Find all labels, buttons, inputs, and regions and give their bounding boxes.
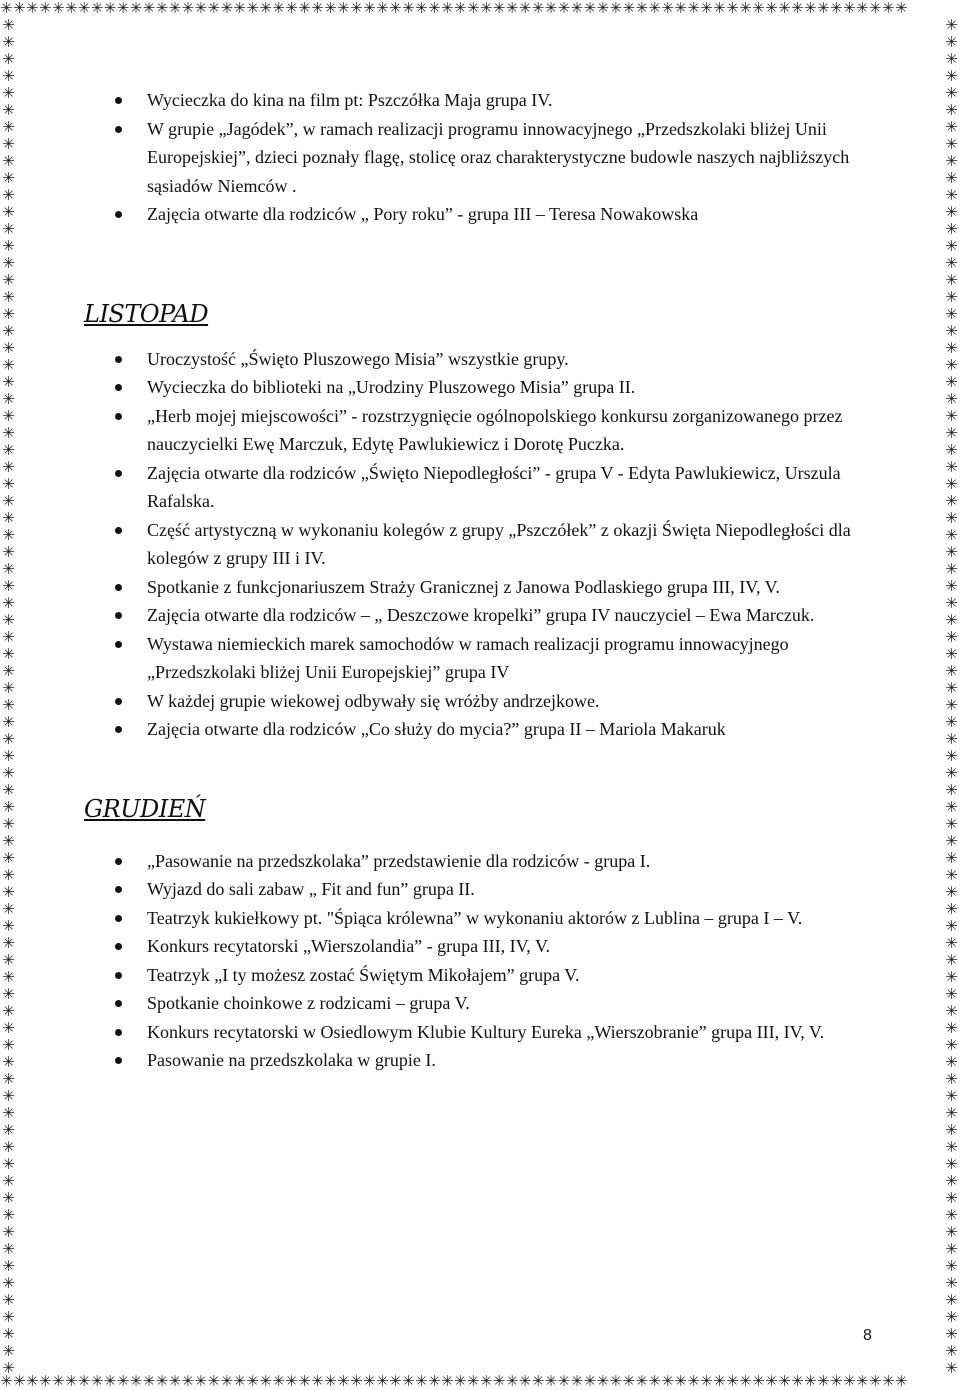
list-item: Część artystyczną w wykonaniu kolegów z grupy „Pszczółek” z okazji Święta Niepodległości dla kolegów z grupy III i IV. (84, 516, 874, 573)
list-item: Uroczystość „Święto Pluszowego Misia” wszystkie grupy. (84, 345, 874, 374)
list-item: Konkurs recytatorski w Osiedlowym Klubie Kultury Eureka „Wierszobranie” grupa III, IV, V. (84, 1018, 874, 1047)
list-item: „Pasowanie na przedszkolaka” przedstawienie dla rodziców - grupa I. (84, 847, 874, 876)
list-item: Zajęcia otwarte dla rodziców „ Pory roku” - grupa III – Teresa Nowakowska (84, 200, 874, 229)
list-item: Zajęcia otwarte dla rodziców „Co służy do mycia?” grupa II – Mariola Makaruk (84, 715, 874, 744)
list-item: W każdej grupie wiekowej odbywały się wróżby andrzejkowe. (84, 687, 874, 716)
page-number: 8 (863, 1327, 872, 1344)
list-item: Zajęcia otwarte dla rodziców „Święto Niepodległości” - grupa V - Edyta Pawlukiewicz, Urszula Rafalska. (84, 459, 874, 516)
list-item: Spotkanie choinkowe z rodzicami – grupa V. (84, 989, 874, 1018)
section-heading-november: LISTOPAD (84, 299, 209, 328)
list-item: Pasowanie na przedszkolaka w grupie I. (84, 1046, 874, 1075)
list-item: Wyjazd do sali zabaw „ Fit and fun” grupa II. (84, 875, 874, 904)
decorative-border-top: ✳✳✳✳✳✳✳✳✳✳✳✳✳✳✳✳✳✳✳✳✳✳✳✳✳✳✳✳✳✳✳✳✳✳✳✳✳✳✳✳✳✳✳✳✳✳✳✳✳✳✳✳✳✳✳✳✳✳✳✳✳✳✳✳✳✳✳✳✳✳ (0, 0, 908, 17)
list-item: Spotkanie z funkcjonariuszem Straży Granicznej z Janowa Podlaskiego grupa III, IV, V. (84, 573, 874, 602)
page-content (84, 86, 874, 1075)
list-item: Konkurs recytatorski „Wierszolandia” - grupa III, IV, V. (84, 932, 874, 961)
section-heading-december: GRUDIEŃ (84, 794, 206, 823)
list-item: Zajęcia otwarte dla rodziców – „ Deszczowe kropelki” grupa IV nauczyciel – Ewa Marczuk. (84, 601, 874, 630)
decorative-border-bottom: ✳✳✳✳✳✳✳✳✳✳✳✳✳✳✳✳✳✳✳✳✳✳✳✳✳✳✳✳✳✳✳✳✳✳✳✳✳✳✳✳✳✳✳✳✳✳✳✳✳✳✳✳✳✳✳✳✳✳✳✳✳✳✳✳✳✳✳✳✳✳ (0, 1373, 908, 1390)
december-activities-list (84, 847, 874, 1075)
november-activities-list (84, 345, 874, 744)
list-item: W grupie „Jagódek”, w ramach realizacji programu innowacyjnego „Przedszkolaki bliżej Unii Europejskiej”, dzieci poznały flagę, stolicę oraz charakterystyczne budowle naszych najbliższych sąsiadów Niemców . (84, 115, 874, 201)
list-item: Teatrzyk kukiełkowy pt. "Śpiąca królewna” w wykonaniu aktorów z Lublina – grupa I – V. (84, 904, 874, 933)
list-item: Wycieczka do kina na film pt: Pszczółka Maja grupa IV. (84, 86, 874, 115)
list-item: „Herb mojej miejscowości” - rozstrzygnięcie ogólnopolskiego konkursu zorganizowanego przez nauczycielki Ewę Marczuk, Edytę Pawlukiewicz i Dorotę Puczka. (84, 402, 874, 459)
decorative-border-left: ✳✳✳✳✳✳✳✳✳✳✳✳✳✳✳✳✳✳✳✳✳✳✳✳✳✳✳✳✳✳✳✳✳✳✳✳✳✳✳✳✳✳✳✳✳✳✳✳✳✳✳✳✳✳✳✳✳✳✳✳✳✳✳✳✳✳✳✳✳✳✳✳✳✳✳✳✳✳✳✳ (2, 17, 15, 1373)
list-item: Wystawa niemieckich marek samochodów w ramach realizacji programu innowacyjnego „Przedszkolaki bliżej Unii Europejskiej” grupa IV (84, 630, 874, 687)
decorative-border-right: ✳✳✳✳✳✳✳✳✳✳✳✳✳✳✳✳✳✳✳✳✳✳✳✳✳✳✳✳✳✳✳✳✳✳✳✳✳✳✳✳✳✳✳✳✳✳✳✳✳✳✳✳✳✳✳✳✳✳✳✳✳✳✳✳✳✳✳✳✳✳✳✳✳✳✳✳✳✳✳✳ (945, 17, 958, 1373)
list-item: Teatrzyk „I ty możesz zostać Świętym Mikołajem” grupa V. (84, 961, 874, 990)
list-item: Wycieczka do biblioteki na „Urodziny Pluszowego Misia” grupa II. (84, 373, 874, 402)
october-activities-list (84, 86, 874, 229)
